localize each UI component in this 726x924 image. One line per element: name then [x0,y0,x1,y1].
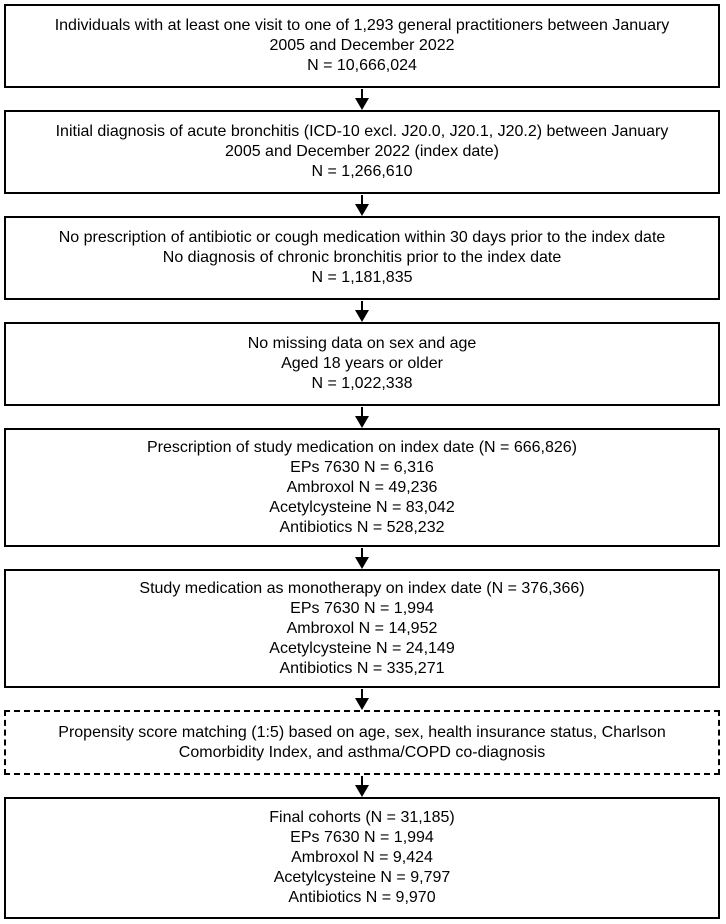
box-count: Acetylcysteine N = 9,797 [273,869,451,886]
arrow-down-icon [354,776,370,797]
box-text-line: 2005 and December 2022 [269,37,455,54]
box-count: EPs 7630 N = 1,994 [290,829,434,846]
box-count: Ambroxol N = 14,952 [286,619,438,637]
flow-box-all-individuals [4,4,720,88]
arrow-down-icon [354,89,370,110]
arrow-down-icon [354,689,370,710]
box-count: N = 1,181,835 [311,269,413,286]
box-count: N = 1,022,338 [311,375,413,392]
box-count: Antibiotics N = 528,232 [279,518,445,536]
flow-box-final-cohorts [4,797,720,919]
box-count: N = 1,266,610 [311,163,413,180]
box-text-line: Individuals with at least one visit to one of 1,293 general practitioners between January [54,17,670,34]
flow-box-no-prior-medication [4,216,720,300]
arrow-down-icon [354,548,370,569]
box-count: Antibiotics N = 9,970 [288,889,436,906]
arrow-down-icon [354,407,370,428]
box-text-line: No missing data on sex and age [247,335,477,352]
flow-box-monotherapy [4,569,720,688]
flow-box-propensity-matching [4,710,720,775]
box-text-line: Study medication as monotherapy on index date (N = 376,366) [139,579,585,597]
box-text-line: Aged 18 years or older [281,355,443,372]
flow-box-study-medication [4,428,720,547]
box-text-line: Comorbidity Index, and asthma/COPD co-diagnosis [178,743,546,761]
box-text-line: No diagnosis of chronic bronchitis prior to the index date [162,249,562,266]
flow-box-sex-age [4,322,720,406]
box-text-line: Prescription of study medication on index date (N = 666,826) [146,438,578,456]
arrow-down-icon [354,301,370,322]
box-count: Ambroxol N = 9,424 [291,849,433,866]
box-text-line: No prescription of antibiotic or cough medication within 30 days prior to the index date [58,229,666,246]
box-count: Acetylcysteine N = 83,042 [269,498,455,516]
box-count: EPs 7630 N = 1,994 [290,599,434,617]
box-count: N = 10,666,024 [307,57,417,74]
box-text-line: Final cohorts (N = 31,185) [269,809,455,826]
flow-box-acute-bronchitis [4,110,720,194]
box-count: Ambroxol N = 49,236 [286,478,438,496]
box-text-line: Initial diagnosis of acute bronchitis (ICD-10 excl. J20.0, J20.1, J20.2) between January [55,123,669,140]
box-text-line: 2005 and December 2022 (index date) [225,143,499,160]
box-text-line: Propensity score matching (1:5) based on age, sex, health insurance status, Charlson [58,723,666,741]
box-count: Antibiotics N = 335,271 [279,659,445,677]
box-count: EPs 7630 N = 6,316 [290,458,434,476]
box-count: Acetylcysteine N = 24,149 [269,639,455,657]
arrow-down-icon [354,195,370,216]
